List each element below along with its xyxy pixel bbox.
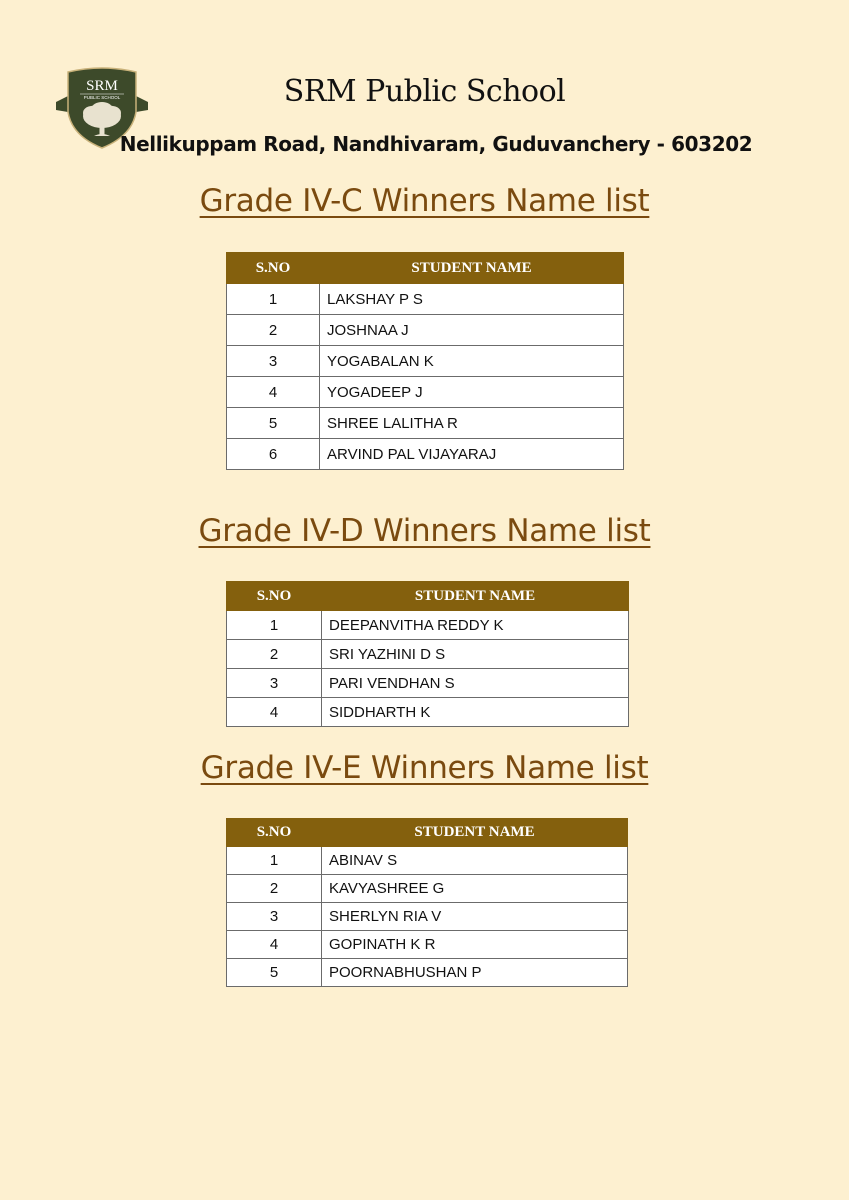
column-header-sno: S.NO [227,819,322,847]
table-row [227,669,629,698]
logo-subtext: PUBLIC SCHOOL [83,95,121,100]
student-name-cell: SHREE LALITHA R [320,408,624,439]
sno-cell: 2 [227,640,322,669]
sno-cell: 3 [227,346,320,377]
table-row [227,640,629,669]
student-name-cell: SHERLYN RIA V [322,903,628,931]
student-name-cell: ARVIND PAL VIJAYARAJ [320,439,624,470]
table-row [227,408,624,439]
sno-cell: 4 [227,931,322,959]
sno-cell: 5 [227,959,322,987]
table-row [227,847,628,875]
sno-cell: 1 [227,847,322,875]
winners-table-iv-e [226,818,628,987]
table-row [227,903,628,931]
column-header-sno: S.NO [227,582,322,611]
sno-cell: 5 [227,408,320,439]
table-row [227,377,624,408]
table-row [227,439,624,470]
sno-cell: 4 [227,377,320,408]
table-row [227,284,624,315]
table-row [227,611,629,640]
student-name-cell: YOGADEEP J [320,377,624,408]
column-header-sno: S.NO [227,253,320,284]
school-name: SRM Public School [283,74,566,109]
sno-cell: 2 [227,875,322,903]
table-row [227,315,624,346]
student-name-cell: POORNABHUSHAN P [322,959,628,987]
column-header-student-name: STUDENT NAME [322,582,629,611]
table-row [227,698,629,727]
student-name-cell: YOGABALAN K [320,346,624,377]
student-name-cell: DEEPANVITHA REDDY K [322,611,629,640]
column-header-student-name: STUDENT NAME [322,819,628,847]
student-name-cell: KAVYASHREE G [322,875,628,903]
sno-cell: 3 [227,903,322,931]
sno-cell: 4 [227,698,322,727]
sno-cell: 1 [227,284,320,315]
student-name-cell: GOPINATH K R [322,931,628,959]
winners-table-iv-d [226,581,629,727]
student-name-cell: LAKSHAY P S [320,284,624,315]
sno-cell: 1 [227,611,322,640]
sno-cell: 6 [227,439,320,470]
student-name-cell: JOSHNAA J [320,315,624,346]
section-title-iv-d: Grade IV-D Winners Name list [198,513,651,549]
column-header-student-name: STUDENT NAME [320,253,624,284]
student-name-cell: SIDDHARTH K [322,698,629,727]
table-row [227,346,624,377]
student-name-cell: ABINAV S [322,847,628,875]
student-name-cell: PARI VENDHAN S [322,669,629,698]
school-address: Nellikuppam Road, Nandhivaram, Guduvanchery - 603202 [119,132,753,156]
section-title-iv-e: Grade IV-E Winners Name list [200,750,649,786]
winners-table-iv-c [226,252,624,470]
student-name-cell: SRI YAZHINI D S [322,640,629,669]
table-row [227,959,628,987]
section-title-iv-c: Grade IV-C Winners Name list [199,183,650,219]
sno-cell: 3 [227,669,322,698]
table-row [227,875,628,903]
sno-cell: 2 [227,315,320,346]
table-row [227,931,628,959]
logo-text: SRM [86,78,118,94]
